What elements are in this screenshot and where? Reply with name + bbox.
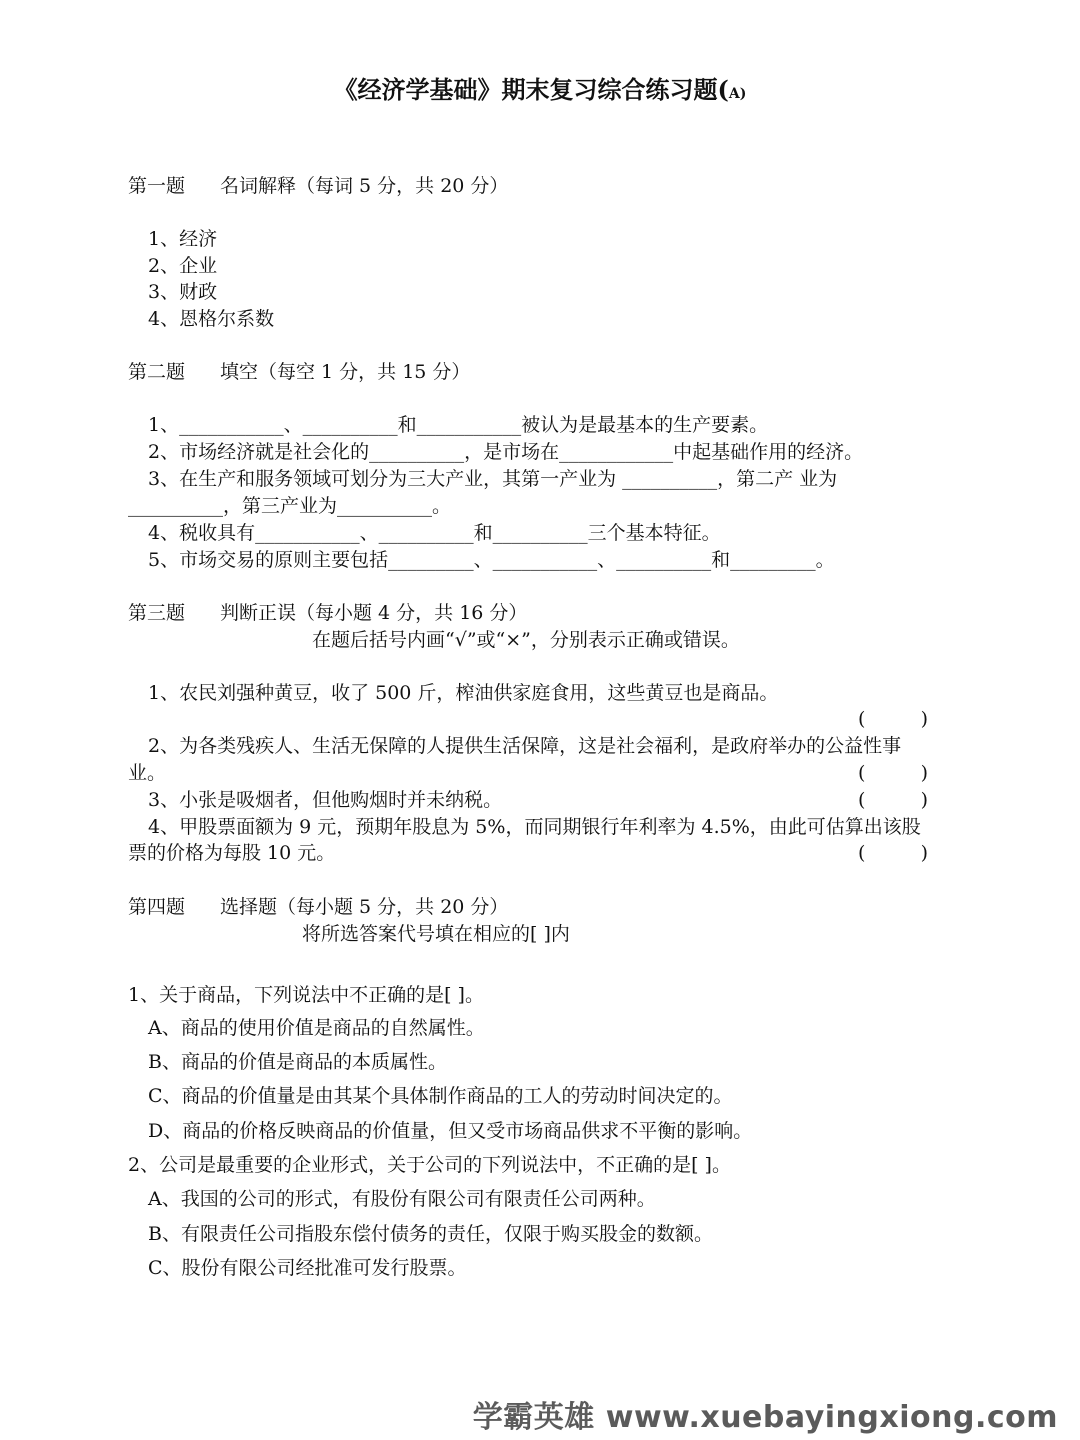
section-4-instruction: 将所选答案代号填在相应的[ ]内 bbox=[302, 923, 570, 945]
section-3-title: 判断正误（每小题 4 分，共 16 分） bbox=[220, 602, 528, 624]
question-stem: 2、公司是最重要的企业形式，关于公司的下列说法中，不正确的是[ ]。 bbox=[128, 1154, 731, 1176]
section-3-instruction: 在题后括号内画“√”或“×”，分别表示正确或错误。 bbox=[312, 629, 740, 651]
list-item: 3、财政 bbox=[148, 281, 218, 303]
answer-parentheses: ( ) bbox=[858, 842, 928, 864]
title-suffix: A) bbox=[728, 86, 747, 102]
list-item: 4、甲股票面额为 9 元，预期年股息为 5%，而同期银行年利率为 4.5%，由此可估算出该股 bbox=[148, 816, 921, 838]
list-item: 1、经济 bbox=[148, 228, 218, 250]
list-item: 3、在生产和服务领域可划分为三大产业，其第一产业为 __________，第二产 业为 bbox=[148, 468, 838, 490]
list-item: 4、税收具有___________、__________和__________三个基本特征。 bbox=[148, 522, 721, 544]
page-title: 《经济学基础》期末复习综合练习题(A) bbox=[333, 75, 747, 104]
section-2-number: 第二题 bbox=[128, 361, 186, 383]
list-item: 1、___________、__________和___________被认为是最基本的生产要素。 bbox=[148, 414, 769, 436]
answer-parentheses: ( ) bbox=[858, 762, 928, 784]
list-item: 3、小张是吸烟者，但他购烟时并未纳税。 bbox=[148, 789, 503, 811]
answer-parentheses: ( ) bbox=[858, 708, 928, 730]
section-1-title: 名词解释（每词 5 分，共 20 分） bbox=[220, 175, 509, 197]
list-item-continuation: 业。 bbox=[128, 762, 167, 784]
answer-parentheses: ( ) bbox=[858, 789, 928, 811]
section-1-heading bbox=[128, 174, 508, 198]
section-4-title: 选择题（每小题 5 分，共 20 分） bbox=[220, 896, 509, 918]
question-option: B、商品的价值是商品的本质属性。 bbox=[148, 1051, 447, 1073]
watermark: 学霸英雄 www.xuebayingxiong.com bbox=[472, 1400, 1058, 1435]
section-1-number: 第一题 bbox=[128, 175, 186, 197]
question-option: A、商品的使用价值是商品的自然属性。 bbox=[148, 1017, 485, 1039]
list-item: 1、农民刘强种黄豆，收了 500 斤，榨油供家庭食用，这些黄豆也是商品。 bbox=[148, 682, 779, 704]
list-item-continuation: 票的价格为每股 10 元。 bbox=[128, 842, 336, 864]
list-item: 2、市场经济就是社会化的__________，是市场在____________中起基础作用的经济。 bbox=[148, 441, 864, 463]
section-3-number: 第三题 bbox=[128, 602, 186, 624]
list-item: 4、恩格尔系数 bbox=[148, 308, 275, 330]
question-option: A、我国的公司的形式，有股份有限公司有限责任公司两种。 bbox=[148, 1188, 656, 1210]
section-2-heading bbox=[128, 360, 470, 384]
question-option: B、有限责任公司指股东偿付债务的责任，仅限于购买股金的数额。 bbox=[148, 1223, 713, 1245]
list-item-continuation: __________，第三产业为__________。 bbox=[128, 495, 452, 517]
section-4-heading bbox=[128, 895, 508, 919]
section-4-number: 第四题 bbox=[128, 896, 186, 918]
question-option: D、商品的价格反映商品的价值量，但又受市场商品供求不平衡的影响。 bbox=[148, 1120, 753, 1142]
question-option: C、股份有限公司经批准可发行股票。 bbox=[148, 1257, 467, 1279]
question-option: C、商品的价值量是由其某个具体制作商品的工人的劳动时间决定的。 bbox=[148, 1085, 733, 1107]
question-stem: 1、关于商品，下列说法中不正确的是[ ]。 bbox=[128, 984, 484, 1006]
section-2-title: 填空（每空 1 分，共 15 分） bbox=[220, 361, 471, 383]
list-item: 5、市场交易的原则主要包括_________、___________、__________和_________。 bbox=[148, 549, 835, 571]
list-item: 2、为各类残疾人、生活无保障的人提供生活保障，这是社会福利，是政府举办的公益性事 bbox=[148, 735, 902, 757]
section-3-heading bbox=[128, 601, 527, 625]
list-item: 2、企业 bbox=[148, 255, 218, 277]
